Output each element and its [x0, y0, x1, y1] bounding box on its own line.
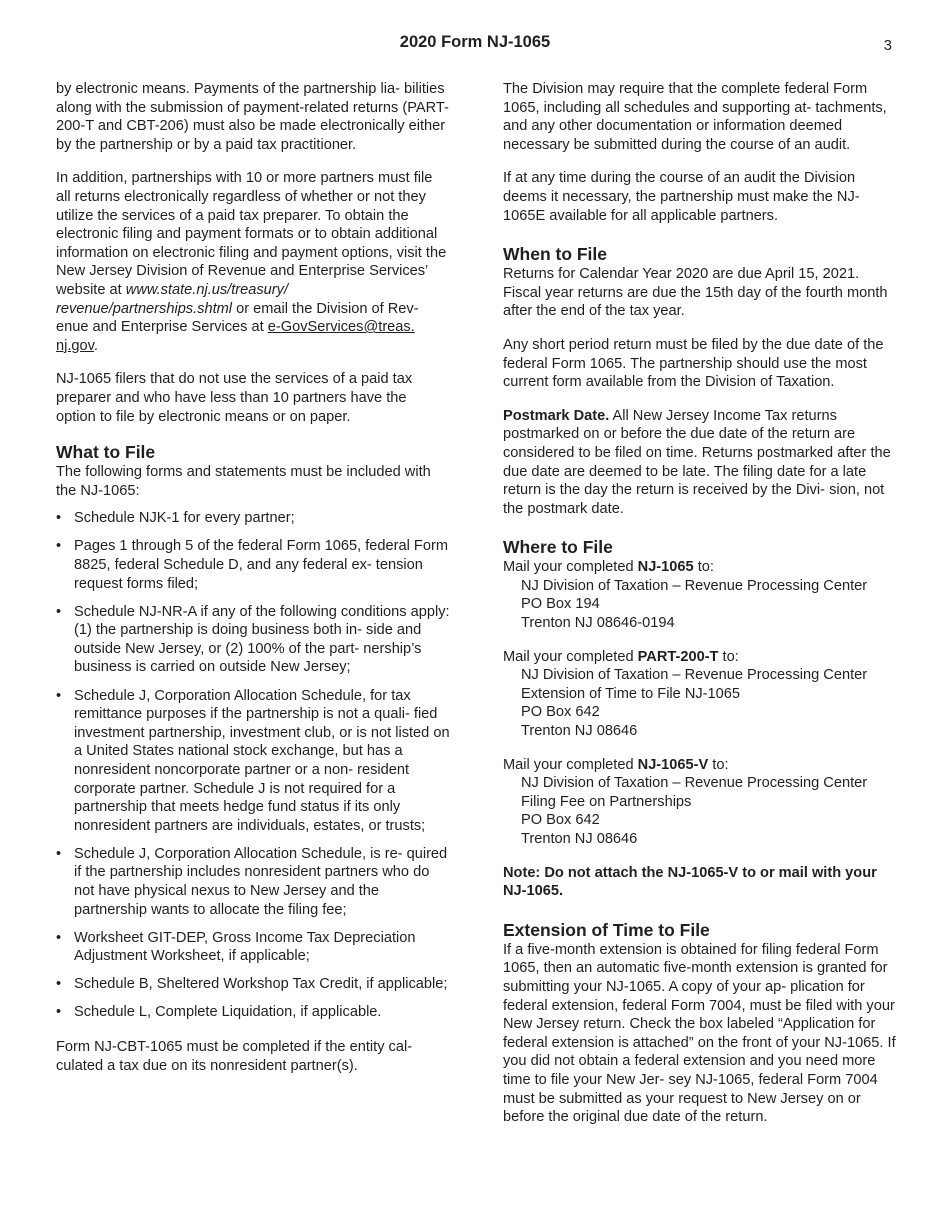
address-line: NJ Division of Taxation – Revenue Processing Center [521, 775, 868, 792]
paper-filing-paragraph: NJ-1065 filers that do not use the services of a paid tax preparer and who have less than 10 partners have the option to file by electronic means or on paper. [56, 371, 413, 425]
what-to-file-heading: What to File [56, 442, 156, 463]
address [503, 666, 897, 740]
mail-instruction [503, 558, 897, 577]
page-title: 2020 Form NJ-1065 [399, 33, 551, 51]
website-link[interactable]: www.state.nj.us/treasury/ revenue/partnerships.shtml [56, 281, 288, 317]
electronic-payments-paragraph: by electronic means. Payments of the partnership lia- bilities along with the submission of payment-related returns (PART-200-T and CBT-206) must also be made electronically either by the partnership or by a paid tax practitioner. [56, 81, 449, 153]
address-line: PO Box 642 [521, 812, 600, 829]
mail-instruction [503, 648, 897, 667]
mail-instruction [503, 756, 897, 775]
address [503, 774, 897, 848]
email-link[interactable]: e-GovServices@treas. nj.gov [56, 319, 415, 354]
address-line: NJ Division of Taxation – Revenue Processing Center [521, 667, 868, 684]
when-to-file-heading: When to File [503, 244, 608, 265]
address-line: Filing Fee on Partnerships [521, 793, 692, 810]
mail-instruction-text: Mail your completed [503, 648, 634, 665]
nj-1065e-paragraph: If at any time during the course of an audit the Division deems it necessary, the partnership must make the NJ-1065E available for all applicable partners. [503, 170, 860, 224]
mail-instruction-to: to: [722, 648, 739, 665]
mail-nj-1065-v-block [503, 756, 897, 849]
mail-instruction-text: Mail your completed [503, 559, 634, 576]
address-line: Extension of Time to File NJ-1065 [521, 685, 741, 702]
mail-instruction-text: Mail your completed [503, 756, 634, 773]
what-to-file-intro: The following forms and statements must be included with the NJ-1065: [56, 464, 431, 499]
required-forms-list [56, 509, 450, 1022]
mail-instruction-to: to: [697, 559, 714, 576]
electronic-filing-text: In addition, partnerships with 10 or more partners must file all returns electronically regardless of whether or not they utilize the services of a paid tax preparer. To obtain the electronic filing and payment formats or to obtain additional information on electronic filing and payment options, visit the New Jersey Division of Revenue and Enterprise Services’ website at [56, 170, 447, 298]
form-name: NJ-1065-V [637, 756, 709, 773]
email-text: or email the Division of Rev- enue and Enterprise Services at [56, 300, 419, 336]
form-name: NJ-1065 [637, 559, 694, 576]
postmark-text: All New Jersey Income Tax returns postmarked on or before the due date of the return are considered to be filed on time. Returns postmarked after the due date are deemed to be late. The filing date for a late return is the day the return is received by the Divi- sion, not the postmark date. [503, 407, 891, 517]
address-line: PO Box 194 [521, 596, 600, 613]
short-period-paragraph: Any short period return must be filed by the due date of the federal Form 1065. The partnership should use the most current form available from the Division of Taxation. [503, 336, 884, 391]
due-date-paragraph: Returns for Calendar Year 2020 are due April 15, 2021. Fiscal year returns are due the 15th day of the fourth month after the end of the tax year. [503, 266, 888, 320]
mail-instruction-to: to: [712, 756, 729, 773]
mail-part-200-t-block [503, 648, 897, 741]
list-item: • Schedule NJK-1 for every partner; [56, 509, 450, 528]
left-column [56, 80, 450, 1090]
address-line: NJ Division of Taxation – Revenue Processing Center [521, 577, 868, 594]
period: . [93, 337, 98, 354]
list-item: • Schedule J, Corporation Allocation Schedule, for tax remittance purposes if the partnership is not a quali- fied investment partnership, investment club, or is not listed on a United States national stock exchange, but has a nonresident noncorporate partner or a non- resident corporate partner. Schedule J is not required for a partnership that meets hedge fund status if its only nonresident partners are individuals, estates, or trusts; [56, 687, 450, 836]
right-column [503, 80, 897, 1142]
list-item: • Schedule L, Complete Liquidation, if applicable. [56, 1003, 450, 1022]
list-item: • Schedule NJ-NR-A if any of the following conditions apply: (1) the partnership is doing business both in- side and outside New Jersey, or (2) 100% of the part- nership’s business is carried on outside New Jersey; [56, 603, 450, 677]
postmark-paragraph [503, 407, 897, 519]
extension-heading: Extension of Time to File [503, 919, 710, 940]
address-line: Trenton NJ 08646 [521, 723, 638, 740]
address-line: Trenton NJ 08646-0194 [521, 615, 675, 632]
list-item: • Schedule B, Sheltered Workshop Tax Credit, if applicable; [56, 975, 450, 994]
audit-paragraph: The Division may require that the complete federal Form 1065, including all schedules and supporting at- tachments, and any other documentation or information deemed necessary be submitted during the course of an audit. [503, 81, 887, 153]
form-name: PART-200-T [637, 648, 719, 665]
address-line: Trenton NJ 08646 [521, 831, 638, 847]
extension-paragraph: If a five-month extension is obtained for filing federal Form 1065, then an automatic five-month extension is granted for submitting your NJ-1065. A copy of your ap- plication for federal extension, federal Form 7004, must be filed with your New Jersey return. Check the box labeled “Application for federal extension is attached” on the front of your NJ-1065. If you did not obtain a federal extension and you need more time to file your New Jer- sey NJ-1065, federal Form 7004 must be submitted as your request to New Jersey on or before the original due date of the return. [503, 941, 896, 1126]
electronic-filing-paragraph [56, 169, 450, 355]
postmark-label: Postmark Date. [503, 407, 610, 424]
list-item: • Worksheet GIT-DEP, Gross Income Tax Depreciation Adjustment Worksheet, if applicable; [56, 929, 450, 966]
where-to-file-heading: Where to File [503, 537, 613, 558]
note-text: Note: Do not attach the NJ-1065-V to or mail with your NJ-1065. [503, 864, 877, 900]
page-number: 3 [883, 37, 892, 54]
list-item: • Pages 1 through 5 of the federal Form 1065, federal Form 8825, federal Schedule D, and any federal ex- tension request forms filed; [56, 537, 450, 593]
address [503, 577, 897, 633]
nj-cbt-1065-paragraph: Form NJ-CBT-1065 must be completed if the entity cal- culated a tax due on its nonresident partner(s). [56, 1039, 413, 1074]
address-line: PO Box 642 [521, 704, 600, 721]
mail-nj-1065-block [503, 558, 897, 632]
list-item: • Schedule J, Corporation Allocation Schedule, is re- quired if the partnership includes nonresident partners who do not have physical nexus to New Jersey and the partnership wants to allocate the filing fee; [56, 845, 450, 919]
